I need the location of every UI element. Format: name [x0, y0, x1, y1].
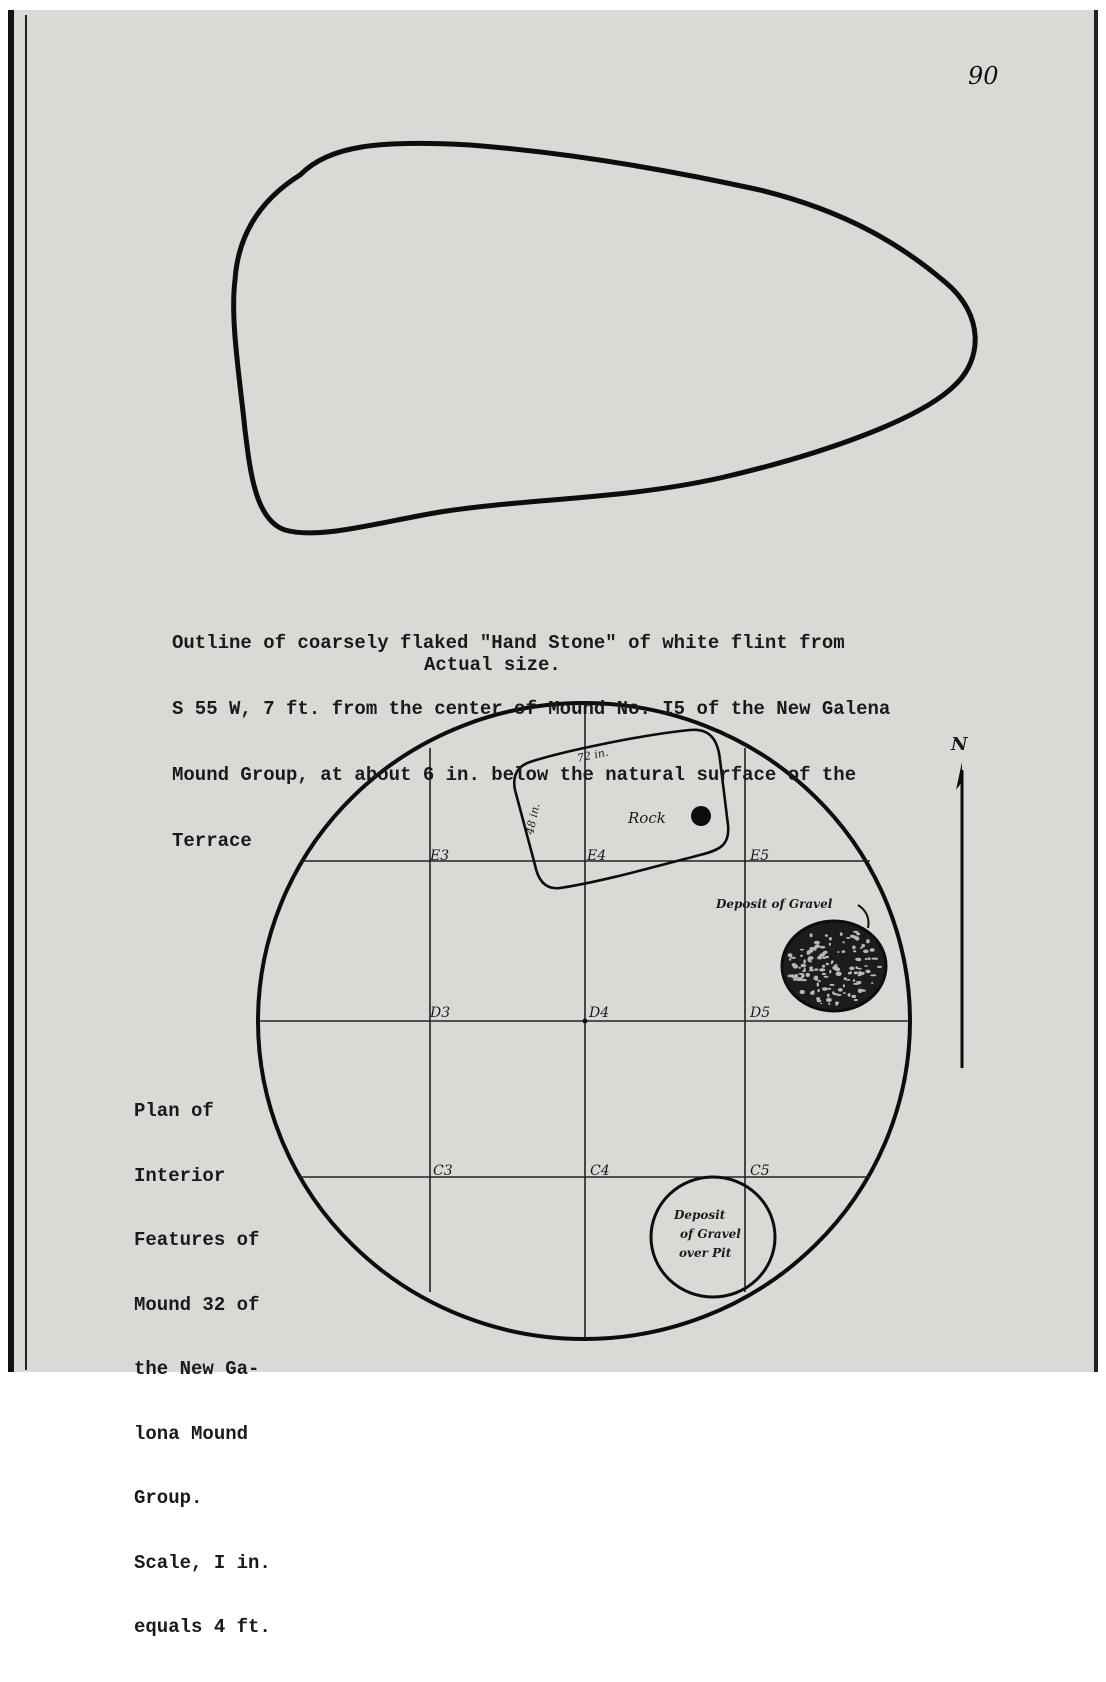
- rect-height-label: 48 in.: [523, 802, 543, 836]
- gravel-speckle: [800, 949, 804, 951]
- gravel-speckle: [854, 971, 858, 974]
- label-d3: D3: [430, 1005, 451, 1021]
- gravel-speckle: [797, 979, 802, 981]
- gravel-speckle: [842, 941, 844, 943]
- gravel-speckle: [850, 971, 852, 974]
- gravel-speckle: [854, 999, 858, 1001]
- gravel-speckle: [806, 973, 810, 977]
- gravel-speckle: [864, 965, 868, 967]
- gravel-speckle: [810, 933, 813, 937]
- gravel-label: Deposit of Gravel: [716, 897, 833, 911]
- gravel-speckle: [843, 984, 845, 987]
- gravel-speckle: [826, 998, 832, 1002]
- center-dot: [583, 1019, 588, 1024]
- gravel-speckle: [807, 951, 809, 955]
- gravel-speckle: [838, 988, 843, 992]
- gravel-speckle: [815, 977, 818, 981]
- gravel-speckle: [855, 958, 861, 961]
- gravel-speckle: [801, 964, 807, 968]
- plan-caption-line: equals 4 ft.: [134, 1616, 271, 1638]
- gravel-speckle: [817, 989, 819, 992]
- gravel-deposit: [782, 921, 886, 1011]
- gravel-speckle: [820, 946, 826, 949]
- north-label: N: [951, 734, 968, 755]
- gravel-speckle: [831, 960, 834, 963]
- gravel-speckle: [863, 950, 868, 954]
- gravel-speckle: [816, 997, 820, 1000]
- gravel-speckle: [858, 971, 862, 975]
- gravel-speckle: [822, 956, 824, 958]
- gravel-speckle: [848, 993, 851, 997]
- gravel-speckle: [827, 994, 830, 998]
- gravel-speckle: [846, 937, 850, 939]
- pit-label-line-1: Deposit: [674, 1208, 726, 1222]
- gravel-speckle: [818, 980, 821, 982]
- gravel-speckle: [837, 994, 842, 996]
- artifact-caption-line: Outline of coarsely flaked "Hand Stone" of white flint from: [172, 632, 845, 654]
- gravel-speckle: [877, 966, 882, 968]
- gravel-speckle: [837, 972, 839, 974]
- gravel-speckle: [842, 950, 846, 953]
- gravel-speckle: [809, 966, 813, 969]
- gravel-speckle: [817, 956, 822, 960]
- gravel-speckle: [809, 960, 813, 962]
- label-e3: E3: [430, 848, 450, 864]
- gravel-speckle: [835, 1002, 838, 1006]
- gravel-speckle: [867, 957, 870, 960]
- gravel-speckle: [801, 974, 803, 978]
- plan-caption-line: lona Mound: [134, 1422, 249, 1445]
- gravel-speckle: [800, 955, 803, 958]
- artifact-caption-line: S 55 W, 7 ft. from the center of Mound No. I5 of the New Galena: [172, 698, 891, 720]
- artifact-caption: [172, 588, 890, 896]
- gravel-speckle: [852, 935, 857, 938]
- gravel-speckle: [820, 1003, 822, 1005]
- gravel-speckle: [822, 965, 825, 968]
- gravel-speckle: [852, 995, 857, 998]
- gravel-pointer: [858, 905, 869, 928]
- gravel-speckle: [855, 966, 858, 969]
- label-c3: C3: [433, 1163, 453, 1179]
- label-d4: D4: [589, 1005, 610, 1021]
- scale-note: Actual size.: [424, 654, 561, 676]
- gravel-speckle: [852, 946, 856, 950]
- pit-label-line-2: of Gravel: [680, 1227, 741, 1241]
- gravel-speckle: [870, 974, 876, 976]
- gravel-speckle: [849, 967, 854, 971]
- gravel-speckle: [832, 991, 834, 994]
- gravel-speckle: [875, 958, 878, 960]
- label-c4: C4: [590, 1163, 610, 1179]
- gravel-speckle: [790, 957, 796, 959]
- artifact-caption-line: Mound Group, at about 6 in. below the natural surface of the: [172, 764, 857, 786]
- gravel-speckle: [814, 941, 820, 944]
- gravel-speckle: [870, 948, 875, 951]
- rock-label: Rock: [628, 809, 666, 827]
- plan-caption-line: Scale, I in.: [134, 1551, 271, 1574]
- gravel-speckle: [858, 989, 863, 993]
- gravel-speckle: [846, 979, 850, 981]
- gravel-speckle: [798, 973, 804, 975]
- gravel-speckle: [866, 939, 870, 943]
- gravel-speckle: [802, 970, 806, 972]
- gravel-speckle: [824, 976, 829, 978]
- plan-caption-line: Mound 32 of: [134, 1293, 260, 1316]
- plan-caption-line: Features of: [134, 1229, 260, 1251]
- gravel-speckle: [829, 984, 834, 986]
- gravel-speckle: [853, 950, 856, 952]
- gravel-speckle: [793, 978, 797, 981]
- gravel-speckle: [819, 968, 825, 971]
- gravel-speckle: [860, 947, 862, 949]
- gravel-speckle: [856, 981, 861, 983]
- gravel-speckle: [856, 932, 860, 935]
- gravel-speckle: [840, 932, 843, 936]
- gravel-speckle: [817, 982, 819, 986]
- gravel-speckle: [812, 947, 818, 949]
- gravel-speckle: [822, 987, 828, 991]
- gravel-speckle: [865, 970, 870, 974]
- gravel-speckle: [829, 937, 832, 940]
- gravel-speckle: [828, 988, 831, 990]
- label-d5: D5: [750, 1005, 771, 1021]
- gravel-speckle: [826, 963, 829, 966]
- gravel-speckle: [865, 958, 867, 961]
- gravel-speckle: [800, 990, 805, 994]
- gravel-speckle: [853, 979, 855, 982]
- hand-stone-outline: [234, 143, 976, 533]
- plan-caption: [134, 1058, 271, 1682]
- gravel-speckle: [844, 977, 847, 980]
- north-arrow: [956, 762, 962, 1068]
- pit-label-line-3: over Pit: [679, 1246, 732, 1260]
- gravel-speckle: [829, 943, 831, 946]
- gravel-speckle: [835, 967, 840, 971]
- gravel-speckle: [798, 967, 801, 969]
- gravel-speckle: [828, 1003, 830, 1006]
- gravel-speckle: [788, 953, 793, 957]
- gravel-speckle: [843, 992, 846, 994]
- label-c5: C5: [750, 1163, 770, 1179]
- gravel-speckle: [819, 954, 825, 957]
- plan-caption-line: Interior: [134, 1164, 226, 1187]
- gravel-speckle: [814, 968, 818, 970]
- label-e4: E4: [587, 848, 607, 864]
- label-e5: E5: [750, 848, 770, 864]
- gravel-speckle: [809, 969, 814, 971]
- gravel-speckle: [834, 964, 837, 966]
- gravel-speckle: [810, 991, 814, 995]
- page-number: 90: [968, 62, 999, 90]
- gravel-speckle: [871, 982, 873, 984]
- plan-caption-line: the New Ga-: [134, 1358, 260, 1380]
- gravel-speckle: [861, 944, 865, 948]
- plan-caption-line: Group.: [134, 1487, 203, 1509]
- gravel-speckle: [808, 956, 814, 960]
- gravel-speckle: [791, 976, 795, 978]
- artifact-caption-line: Terrace: [172, 830, 252, 852]
- gravel-speckle: [825, 934, 828, 937]
- gravel-speckle: [837, 951, 840, 953]
- gravel-speckle: [789, 958, 791, 961]
- plan-caption-line: Plan of: [134, 1100, 214, 1122]
- rect-width-label: 72 in.: [575, 745, 610, 765]
- gravel-speckle: [792, 963, 797, 967]
- gravel-speckle: [822, 973, 826, 975]
- gravel-speckle: [829, 970, 831, 974]
- gravel-speckle: [803, 959, 806, 963]
